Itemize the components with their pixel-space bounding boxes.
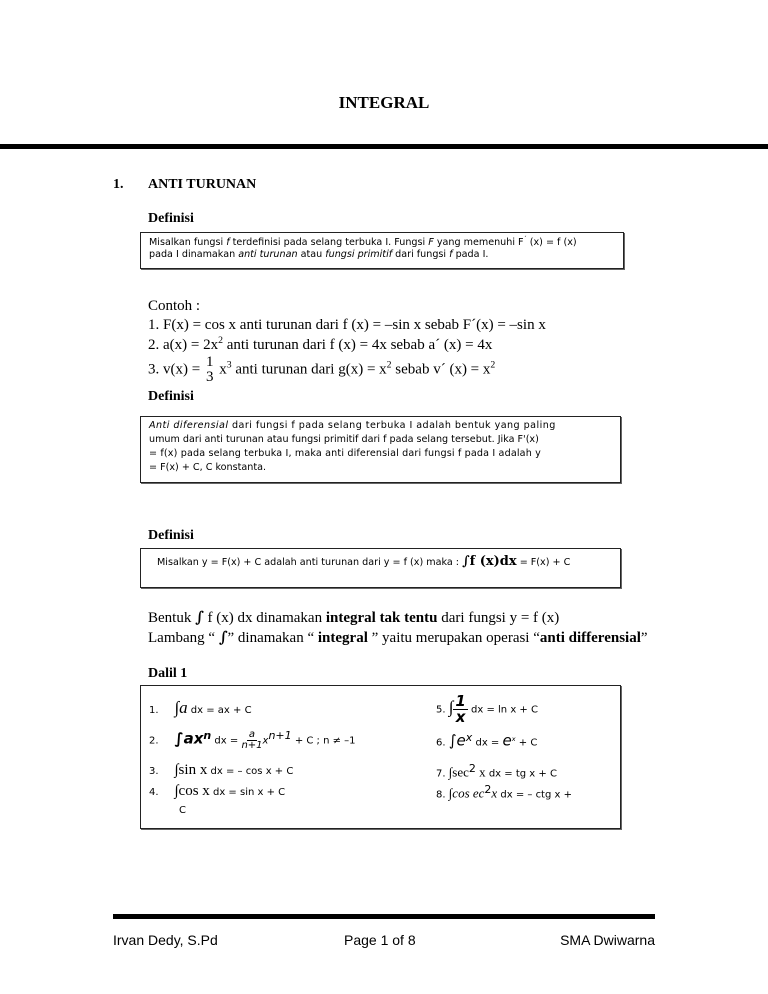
rule-item-2 bbox=[149, 729, 356, 751]
footer-rule bbox=[113, 914, 655, 919]
text: + C bbox=[515, 737, 538, 749]
integral-symbol: ∫ bbox=[195, 608, 204, 626]
text: integral bbox=[317, 630, 368, 646]
lhs: ∫a bbox=[174, 698, 188, 717]
number: 3. bbox=[149, 766, 159, 777]
exponent: n+1 bbox=[268, 729, 292, 742]
exponent: x bbox=[511, 735, 516, 743]
rule-item-3 bbox=[149, 762, 293, 779]
definition-line: = f(x) pada selang terbuka I, maka anti diferensial dari fungsi f pada I adalah y bbox=[149, 448, 541, 459]
rhs: + C ; n ≠ –1 bbox=[291, 735, 356, 747]
text: Anti diferensial bbox=[149, 420, 229, 431]
definition-line bbox=[149, 249, 488, 260]
footer-author: Irvan Dedy, S.Pd bbox=[113, 932, 218, 948]
bentuk-line bbox=[148, 608, 559, 627]
text: dari fungsi f pada selang terbuka I adalah bentuk yang paling bbox=[228, 420, 556, 431]
example-item bbox=[148, 335, 492, 354]
number: 4. bbox=[149, 787, 159, 798]
text: ´ bbox=[523, 236, 527, 243]
number: 1. bbox=[149, 705, 159, 716]
number: 7. bbox=[436, 768, 446, 780]
fraction bbox=[241, 730, 262, 751]
exponent: 2 bbox=[484, 783, 492, 796]
text: (x) = f (x) bbox=[526, 237, 577, 249]
footer-page-number: Page 1 of 8 bbox=[344, 932, 416, 948]
definition-box bbox=[140, 416, 621, 483]
text: F bbox=[428, 237, 434, 249]
text: terdefinisi pada selang terbuka I. Fungsi bbox=[229, 237, 429, 249]
text: e bbox=[502, 731, 512, 750]
text: 2. a(x) = 2x bbox=[148, 337, 219, 353]
lhs: ∫cos ec bbox=[448, 785, 485, 801]
exponent: n bbox=[203, 729, 212, 742]
page-title: INTEGRAL bbox=[338, 93, 430, 112]
rhs: dx = ln x + C bbox=[467, 704, 538, 716]
definition-heading: Definisi bbox=[148, 211, 194, 226]
integral-formula: ∫f (x)dx bbox=[462, 554, 517, 569]
text: 2 bbox=[386, 359, 392, 371]
text: f bbox=[226, 237, 230, 249]
text: x bbox=[475, 764, 486, 780]
rule-item-4 bbox=[149, 783, 285, 800]
rhs: dx = ax + C bbox=[187, 705, 252, 716]
rhs: dx = tg x + C bbox=[485, 768, 557, 780]
lhs: ∫sec bbox=[448, 764, 469, 780]
fraction bbox=[453, 694, 467, 725]
denominator: x bbox=[455, 708, 466, 726]
text: dx = bbox=[211, 735, 242, 747]
example-item: 1. F(x) = cos x anti turunan dari f (x) = –sin x sebab F´(x) = –sin x bbox=[148, 317, 546, 333]
definition-line bbox=[149, 420, 556, 431]
lhs: ∫cos x bbox=[174, 783, 210, 799]
text: Bentuk bbox=[148, 610, 196, 626]
definition-line: umum dari anti turunan atau fungsi primitif dari f pada selang tersebut. Jika F'(x) bbox=[149, 434, 539, 445]
dalil-heading: Dalil 1 bbox=[148, 666, 188, 681]
numerator: 1 bbox=[455, 692, 466, 710]
example-heading: Contoh : bbox=[148, 298, 201, 314]
rule-item-6 bbox=[436, 731, 537, 749]
lhs: ∫ bbox=[448, 697, 454, 717]
text: f (x) dx dinamakan bbox=[203, 610, 326, 626]
rule-item-7 bbox=[436, 762, 557, 780]
text: anti differensial bbox=[539, 630, 641, 646]
numerator: a bbox=[248, 728, 256, 740]
example-item bbox=[148, 355, 495, 385]
rhs: dx = bbox=[472, 737, 503, 749]
header-rule bbox=[0, 144, 768, 149]
text: x bbox=[262, 735, 269, 747]
text: dari fungsi y = f (x) bbox=[437, 610, 560, 626]
number: 6. bbox=[436, 737, 446, 749]
section-title: ANTI TURUNAN bbox=[148, 177, 257, 192]
footer-school: SMA Dwiwarna bbox=[560, 932, 655, 948]
rule-item-8 bbox=[436, 783, 572, 801]
lhs: ∫e bbox=[448, 731, 466, 750]
text: = F(x) + C bbox=[516, 557, 571, 568]
definition-line: = F(x) + C, C konstanta. bbox=[149, 462, 267, 473]
denominator: 3 bbox=[205, 369, 214, 385]
exponent: x bbox=[465, 731, 473, 744]
rule-item-1 bbox=[149, 698, 252, 718]
text: fungsi primitif bbox=[325, 249, 393, 260]
text: x bbox=[215, 361, 227, 378]
text: anti turunan dari g(x) = x bbox=[231, 361, 387, 378]
denominator: n+1 bbox=[241, 739, 263, 751]
exponent: 2 bbox=[468, 762, 476, 775]
fraction bbox=[204, 355, 216, 385]
text: atau bbox=[297, 249, 326, 260]
text: x bbox=[491, 785, 498, 801]
number: 5. bbox=[436, 704, 446, 716]
lambang-line bbox=[148, 628, 648, 647]
text: anti turunan bbox=[238, 249, 298, 260]
text: 3. v(x) = bbox=[148, 361, 204, 378]
text: yang memenuhi F bbox=[433, 237, 524, 249]
text: dari fungsi bbox=[392, 249, 450, 260]
number: 2. bbox=[149, 735, 159, 747]
section-number: 1. bbox=[113, 177, 124, 192]
rhs: dx = sin x + C bbox=[209, 787, 286, 798]
text: ” bbox=[640, 630, 648, 646]
text: Lambang “ bbox=[148, 630, 219, 646]
text: 3 bbox=[226, 359, 232, 371]
lhs: ∫sin x bbox=[174, 762, 208, 778]
lhs: ∫ax bbox=[174, 729, 204, 748]
text: 2 bbox=[218, 335, 223, 346]
numerator: 1 bbox=[205, 354, 214, 370]
text: Misalkan fungsi bbox=[149, 237, 227, 249]
definition-heading: Definisi bbox=[148, 389, 194, 404]
text: 2 bbox=[490, 359, 496, 371]
text: f bbox=[449, 249, 453, 260]
definition-line bbox=[149, 236, 577, 248]
rhs: dx = – ctg x + bbox=[497, 789, 572, 801]
number: 8. bbox=[436, 789, 446, 801]
definition-box bbox=[140, 232, 624, 269]
text: pada I. bbox=[452, 249, 489, 260]
text: ” dinamakan “ bbox=[227, 630, 318, 646]
text: integral tak tentu bbox=[325, 610, 438, 626]
rhs: dx = – cos x + C bbox=[207, 766, 294, 777]
dalil-box bbox=[140, 685, 621, 829]
text: pada I dinamakan bbox=[149, 249, 239, 260]
integral-symbol: ∫ bbox=[218, 628, 228, 646]
definition-line bbox=[157, 554, 570, 569]
rule-item-4-wrap: C bbox=[179, 805, 186, 816]
definition-heading: Definisi bbox=[148, 528, 194, 543]
text: Misalkan y = F(x) + C adalah anti turunan dari y = f (x) maka : bbox=[157, 557, 460, 568]
text: sebab v´ (x) = x bbox=[391, 361, 491, 378]
text: anti turunan dari f (x) = 4x sebab a´ (x) = 4x bbox=[222, 337, 493, 353]
text: ” yaitu merupakan operasi “ bbox=[367, 630, 540, 646]
rule-item-5 bbox=[436, 694, 538, 725]
definition-box bbox=[140, 548, 621, 588]
